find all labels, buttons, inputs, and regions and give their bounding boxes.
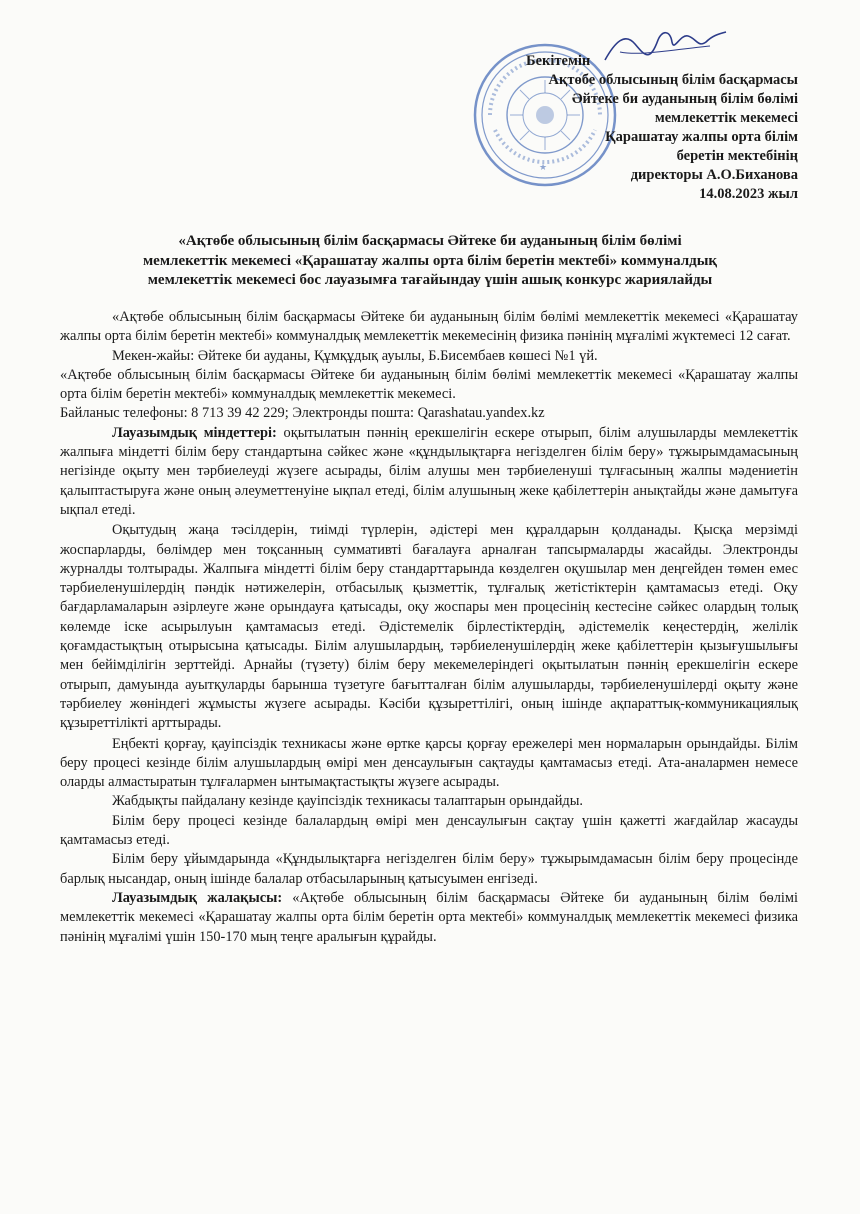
values-paragraph: Білім беру ұйымдарында «Құндылықтарға негізделген білім беру» тұжырымдамасын білім беру процесінде барлық нысандар, оның ішінде балалар отбасыларының қатысуымен енгізеді. [60, 851, 798, 887]
salary-paragraph [60, 889, 798, 947]
title-line: мемлекеттік мекемесі «Қарашатау жалпы орта білім беретін мектебі» коммуналдық [142, 252, 718, 269]
approval-line: Әйтеке би ауданының білім бөлімі [571, 91, 798, 107]
document-title [70, 232, 790, 291]
title-line: мемлекеттік мекемесі бос лауазымға тағайындау үшін ашық конкурс жариялайды [147, 272, 713, 288]
approval-line: директоры А.О.Биханова [630, 167, 798, 183]
approval-header: Бекітемін [526, 53, 591, 69]
methods-paragraph: Оқытудың жаңа тәсілдерін, тиімді түрлерін, әдістері мен құралдарын қолданады. Қысқа мерзімді жоспарларды, бөлімдер мен тоқсанның суммативті бағалауға арналған тапсырмаларды жасайды. Электронды журналды толтырады. Жалпыға міндетті білім беру стандарттарында көзделген оқушылар мен деңгейден төмен емес тәрбиеленушілердің пәндік нәтижелерін, отбасылық қызметтік, тұлғалық жетістіктерін қамтамасыз етеді. Оқу бағдарламаларын әзірлеуге және орындауға қатысады, оқу жоспары мен процесінің кестесіне сәйкес олардың толық көлемде іске асырылуын қамтамасыз етеді. Әдістемелік бірлестіктердің, әдістемелік кеңестердің, желілік қоғамдастықтың отырысына қатысады. Білім алушылардың, тәрбиеленушілердің жеке қабілеттерін қызығушылығы мен бейімділігін зерттейді. Арнайы (түзету) білім беру мекемелеріндегі оқытылатын пәннің ерекшелігін ескере отырып, дамуында ауытқуларды барынша түзетуге бағытталған білім алушыларды, тәрбиеленушілерді оқыту және тәрбиелеу жөніндегі жұмысты жүзеге асырады. Кәсіби құзыреттілігі, оның ішінде ақпараттық-коммуникациялық құзыреттілікті арттырады. [60, 522, 798, 732]
approval-line: беретін мектебінің [676, 148, 798, 164]
safety-paragraph: Еңбекті қорғау, қауіпсіздік техникасы және өртке қарсы қорғау ережелері мен нормаларын орындайды. Білім беру процесі кезінде білім алушылардың өмірі мен денсаулығын сақтауды қамтамасыз етеді. Ата-аналармен немесе оларды алмастыратын тұлғалармен ынтымақтастықты жүзеге асырады. [60, 735, 798, 791]
svg-text:★: ★ [539, 162, 548, 172]
document-body [60, 308, 798, 947]
approval-line: мемлекеттік мекемесі [654, 110, 798, 126]
organization-paragraph: «Ақтөбе облысының білім басқармасы Әйтеке би ауданының білім бөлімі мемлекеттік мекемесі «Қарашатау жалпы орта білім беретін мектебі» коммуналдық мемлекеттік мекемесі. [60, 366, 798, 403]
contacts-paragraph: Байланыс телефоны: 8 713 39 42 229; Электронды пошта: Qarashatau.yandex.kz [60, 405, 545, 422]
approval-date: 14.08.2023 жыл [699, 186, 798, 202]
health-paragraph: Білім беру процесі кезінде балалардың өмірі мен денсаулығын сақтау үшін қажетті жағдайлар жасауды қамтамасыз етеді. [60, 812, 798, 849]
salary-text: «Ақтөбе облысының білім басқармасы Әйтеке би ауданының білім бөлімі мемлекеттік мекемесі «Қарашатау жалпы орта білім беретін орта мектебі» коммуналдық мемлекеттік мекемесі физика пәнінің мұғалімі үшін 150-170 мың теңге аралығын құрайды. [60, 889, 798, 945]
intro-paragraph: «Ақтөбе облысының білім басқармасы Әйтеке би ауданының білім бөлімі мемлекеттік мекемесі «Қарашатау жалпы орта білім беретін мектебі» коммуналдық мемлекеттік мекемесінің физика пәнінің мұғалімі жүктемесі 12 сағат. [60, 309, 798, 345]
duties-text: оқытылатын пәннің ерекшелігін ескере отырып, білім алушыларды мемлекеттік жалпыға міндетті білім беру стандартына сәйкес және «құндылықтарға негізделген білім беру» тұжырымдамасының негізінде оқыту мен тәрбиелеуді жүзеге асырады, білім алушы мен тәрбиеленуші тұлғасының жалпы мәдениетін қалыптастыруға және оның әлеуметтенуіне ықпал етеді, білім алушының жеке қабілеттерін анықтайды және дамытуға ықпал етеді. [60, 424, 798, 518]
salary-label: Лауазымдық жалақысы: [112, 889, 283, 906]
approval-block [498, 52, 798, 204]
equipment-paragraph: Жабдықты пайдалану кезінде қауіпсіздік техникасы талаптарын орындайды. [112, 793, 583, 810]
duties-label: Лауазымдық міндеттері: [112, 424, 277, 441]
approval-line: Ақтөбе облысының білім басқармасы [548, 72, 798, 88]
duties-paragraph [60, 424, 798, 520]
approval-line: Қарашатау жалпы орта білім [605, 129, 798, 145]
title-line: «Ақтөбе облысының білім басқармасы Әйтеке би ауданының білім бөлімі [178, 233, 682, 249]
address-paragraph: Мекен-жайы: Әйтеке би ауданы, Құмқұдық ауылы, Б.Бисембаев көшесі №1 үй. [112, 347, 598, 364]
